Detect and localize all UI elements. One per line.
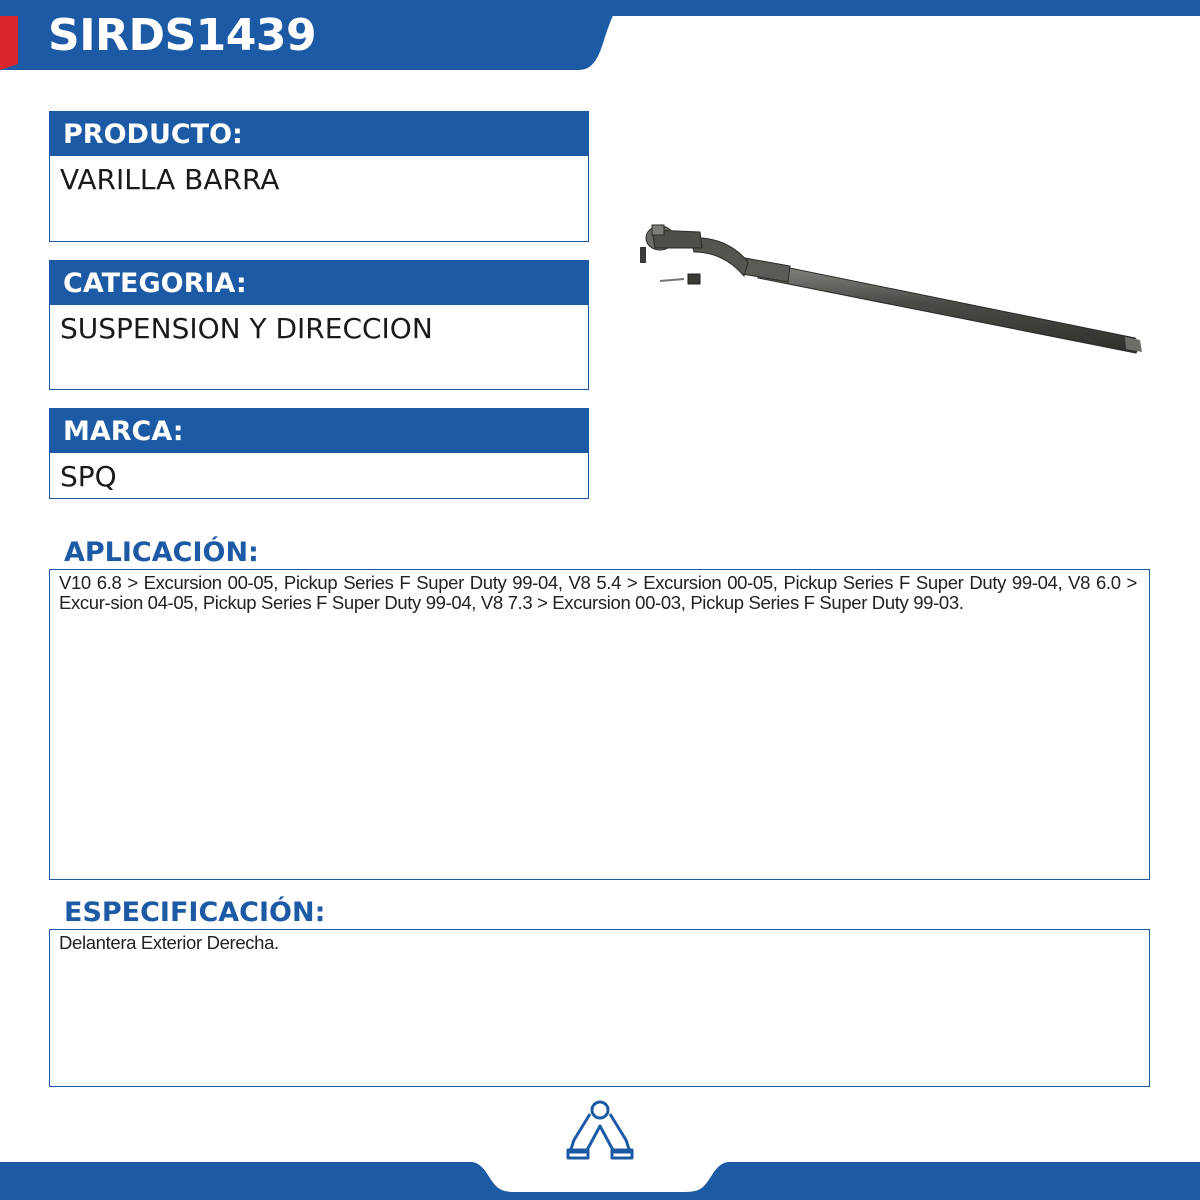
aplicacion-title: APLICACIÓN: xyxy=(64,537,259,568)
field-marca xyxy=(49,408,589,499)
footer-banner xyxy=(0,1100,1200,1200)
field-marca-label: MARCA: xyxy=(49,408,589,453)
footer-category-label: SUSPENSIÓN Y DIRECCIÓN xyxy=(503,1164,697,1180)
field-producto-value: VARILLA BARRA xyxy=(49,156,589,242)
red-accent-stripe xyxy=(0,16,18,70)
aplicacion-box xyxy=(49,569,1150,880)
field-producto xyxy=(49,111,589,242)
product-image xyxy=(620,210,1160,380)
aplicacion-text: V10 6.8 > Excursion 00-05, Pickup Series F Super Duty 99-04, V8 5.4 > Excursion 00-05, Pickup Series F Super Duty 99-04, V8 6.0 > Excur-sion 04-05, Pickup Series F Super Duty 99-04, V8 7.3 > Excursion 00-03, Pickup Series F Super Duty 99-03. xyxy=(59,572,1137,613)
especificacion-box xyxy=(49,929,1150,1087)
field-categoria-label: CATEGORIA: xyxy=(49,260,589,305)
control-arm-icon xyxy=(568,1102,632,1158)
especificacion-title: ESPECIFICACIÓN: xyxy=(64,897,326,928)
field-categoria xyxy=(49,260,589,390)
product-sku: SIRDS1439 xyxy=(48,10,317,61)
especificacion-text: Delantera Exterior Derecha. xyxy=(59,932,279,953)
field-marca-value: SPQ xyxy=(49,453,589,499)
field-producto-label: PRODUCTO: xyxy=(49,111,589,156)
field-categoria-value: SUSPENSION Y DIRECCION xyxy=(49,305,589,390)
